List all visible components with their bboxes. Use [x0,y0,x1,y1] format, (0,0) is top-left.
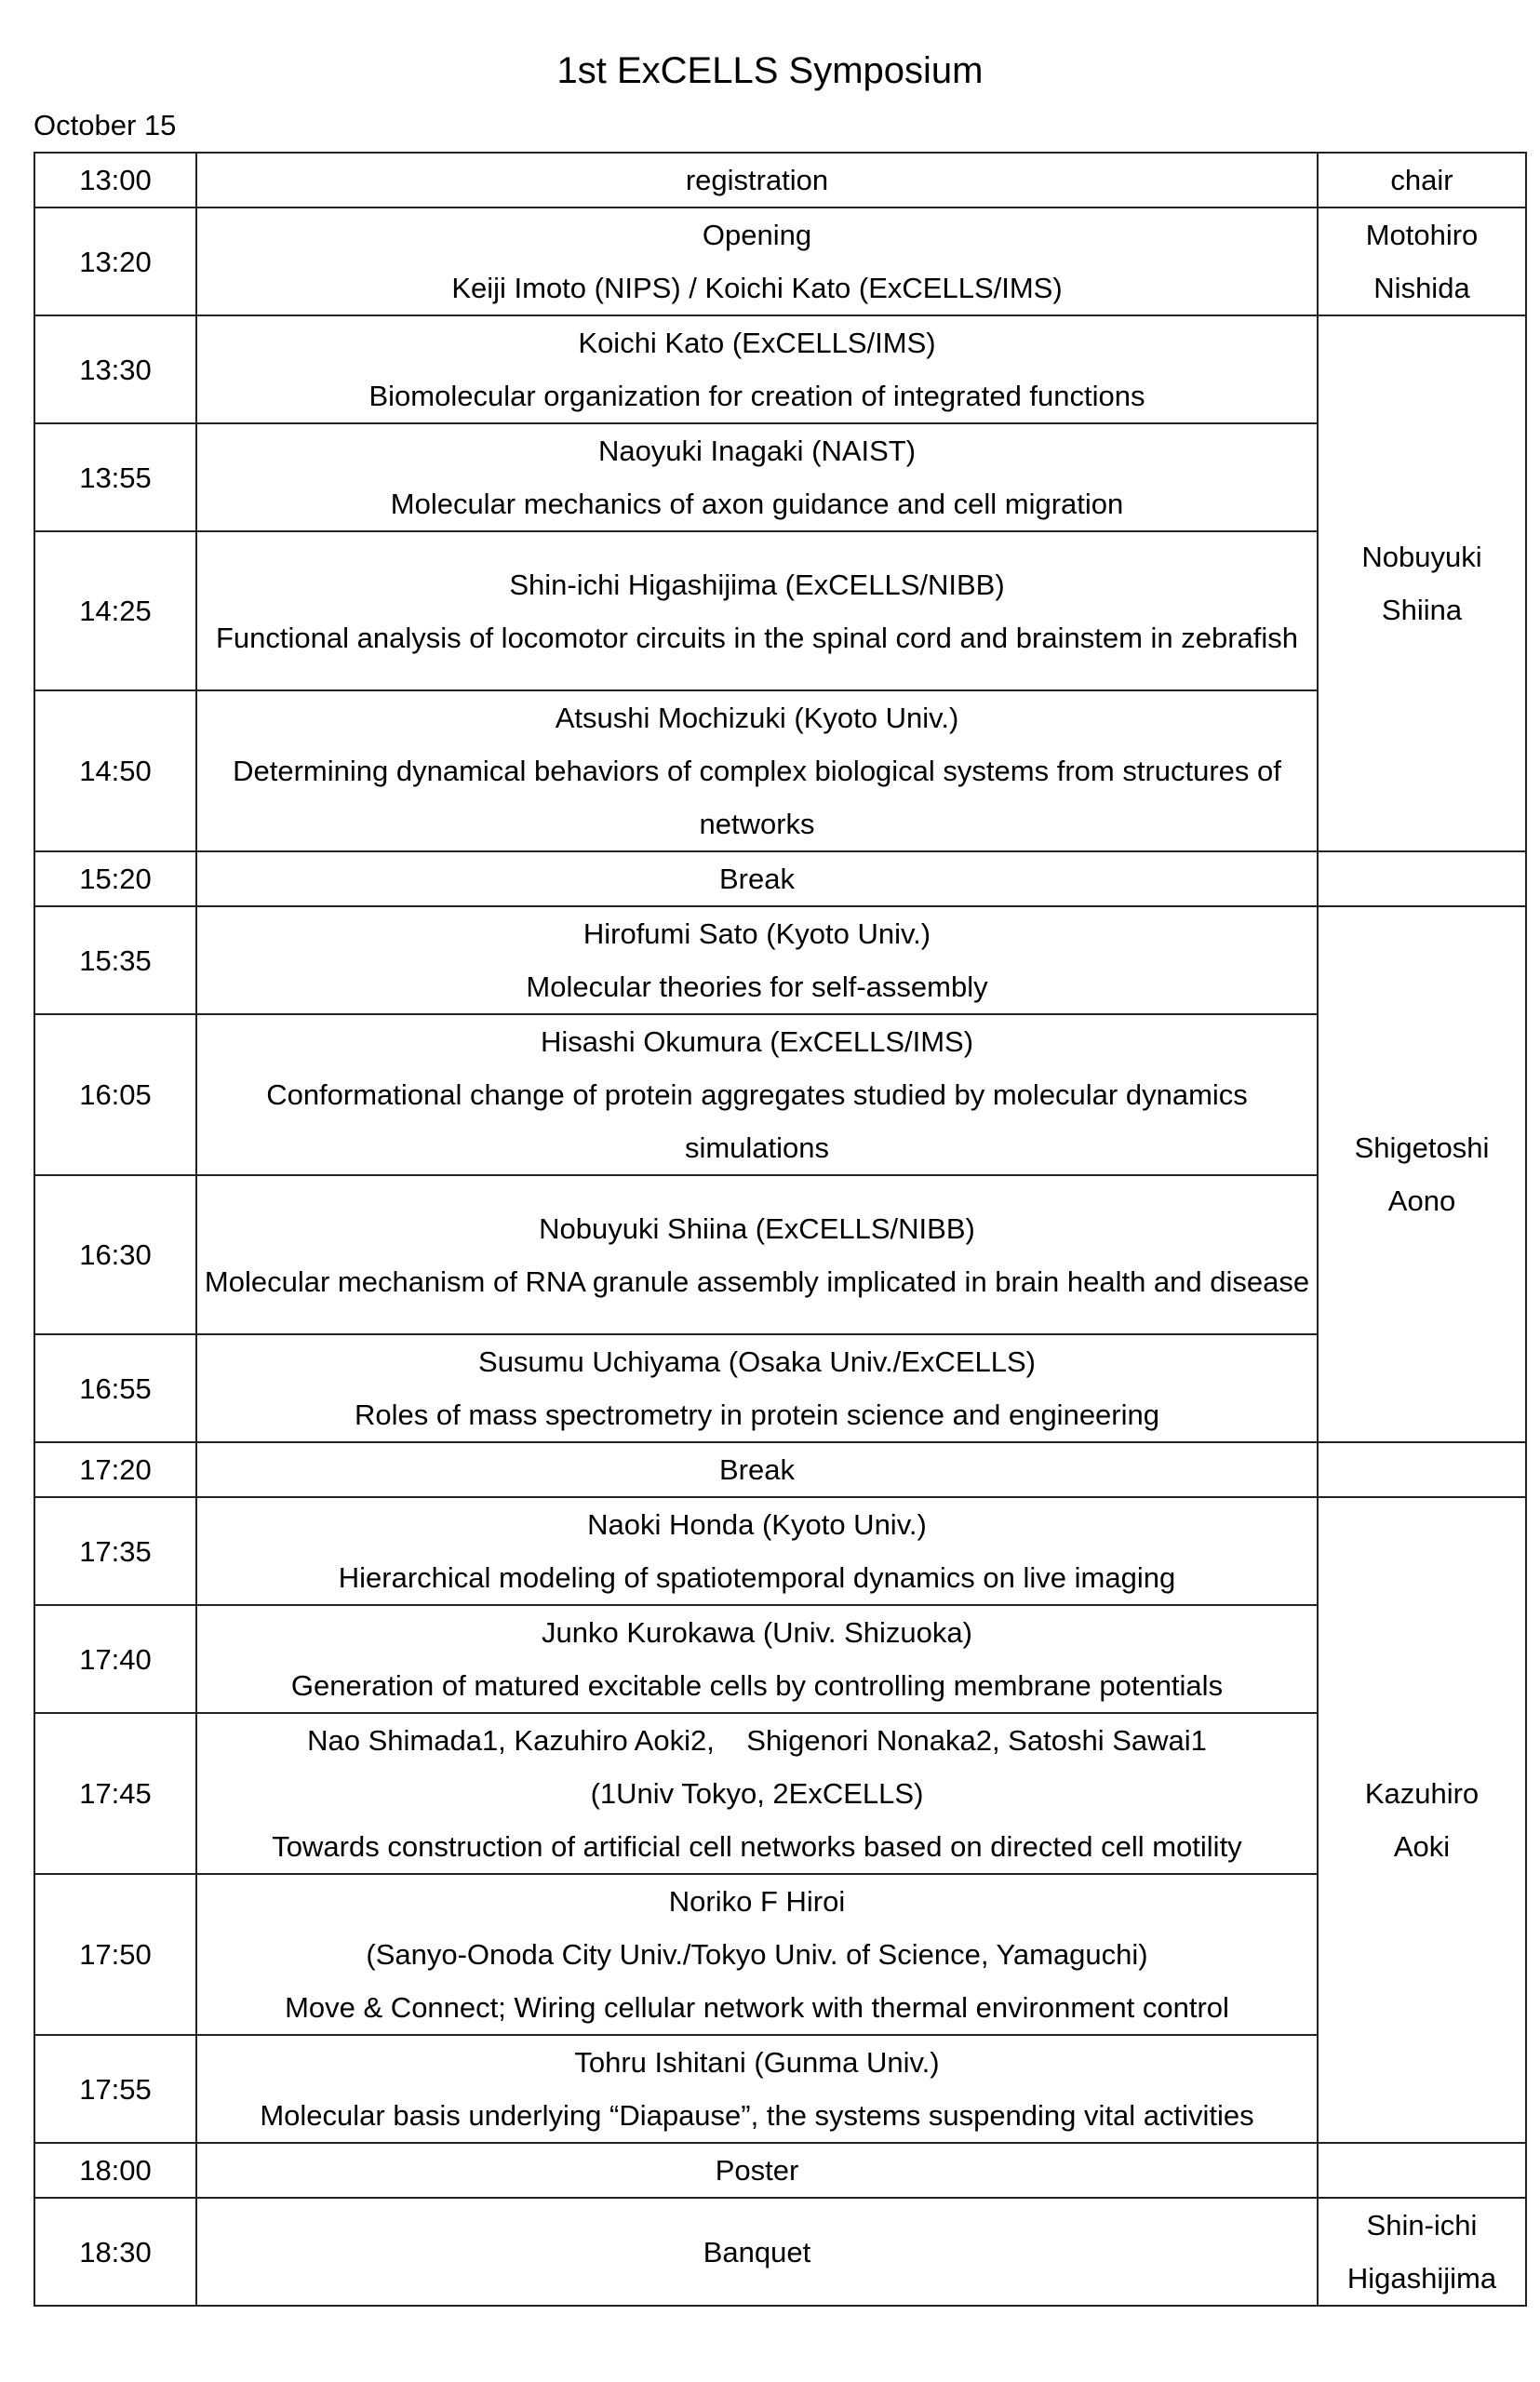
talk-cell [196,423,1318,531]
table-row [34,1334,1526,1442]
time-cell: 17:55 [34,2035,196,2143]
chair-name: Aoki [1393,1830,1451,1863]
time-cell: 14:25 [34,531,196,690]
break-cell: Break [196,1442,1318,1497]
time-cell: 16:55 [34,1334,196,1442]
time-cell: 13:55 [34,423,196,531]
chair-name: Motohiro [1365,219,1479,251]
speaker: Naoyuki Inagaki (NAIST) [597,435,917,467]
time-cell: 16:05 [34,1014,196,1175]
chair-cell [1318,906,1526,1442]
talk-cell [196,531,1318,690]
table-row [34,1874,1526,2035]
speaker: Noriko F Hiroi [668,1885,846,1918]
time-cell: 17:40 [34,1605,196,1713]
time-cell: 13:20 [34,207,196,315]
chair-cell [1318,1497,1526,2143]
table-row [34,906,1526,1014]
session-cell: registration [196,153,1318,207]
banquet-cell: Banquet [196,2198,1318,2306]
poster-cell: Poster [196,2143,1318,2198]
talk-cell [196,315,1318,423]
affiliation: (1Univ Tokyo, 2ExCELLS) [590,1777,924,1810]
table-row [34,1713,1526,1874]
chair-cell-empty [1318,851,1526,906]
table-row [34,1442,1526,1497]
talk-title: Towards construction of artificial cell networks based on directed cell motility [272,1830,1242,1863]
time-cell: 16:30 [34,1175,196,1334]
time-cell: 17:50 [34,1874,196,2035]
time-cell: 15:35 [34,906,196,1014]
time-cell: 14:50 [34,690,196,851]
talk-title: Generation of matured excitable cells by controlling membrane potentials [290,1669,1224,1702]
table-row [34,207,1526,315]
talk-cell [196,1175,1318,1334]
speaker: Nao Shimada1, Kazuhiro Aoki2, Shigenori Nonaka2, Satoshi Sawai1 [307,1724,1207,1757]
talk-cell [196,906,1318,1014]
time-cell: 17:35 [34,1497,196,1605]
talk-cell [196,1605,1318,1713]
chair-cell [1318,207,1526,315]
table-row [34,2035,1526,2143]
talk-title: Biomolecular organization for creation of integrated functions [368,380,1145,412]
time-cell: 17:45 [34,1713,196,1874]
table-row [34,423,1526,531]
session-cell [196,207,1318,315]
chair-name: Aono [1387,1184,1456,1217]
chair-cell-empty [1318,2143,1526,2198]
talk-title: Conformational change of protein aggregates studied by molecular dynamics simulations [266,1078,1248,1164]
chair-name: Shiina [1381,594,1463,626]
talk-cell [196,2035,1318,2143]
speaker: Tohru Ishitani (Gunma Univ.) [574,2046,940,2079]
speaker: Susumu Uchiyama (Osaka Univ./ExCELLS) [478,1345,1036,1378]
talk-title: Molecular theories for self-assembly [526,970,988,1003]
speaker: Koichi Kato (ExCELLS/IMS) [578,327,936,359]
chair-cell [1318,315,1526,851]
talk-cell [196,1334,1318,1442]
chair-name: Shin-ichi [1366,2209,1478,2241]
talk-cell [196,1874,1318,2035]
chair-cell-empty [1318,1442,1526,1497]
time-cell: 13:00 [34,153,196,207]
talk-cell [196,1014,1318,1175]
time-cell: 17:20 [34,1442,196,1497]
speaker: Junko Kurokawa (Univ. Shizuoka) [542,1616,972,1649]
session-speakers: Keiji Imoto (NIPS) / Koichi Kato (ExCELLS/IMS) [451,272,1063,304]
chair-name: Shigetoshi [1354,1131,1490,1164]
talk-cell [196,1713,1318,1874]
time-cell: 18:30 [34,2198,196,2306]
chair-name: Nishida [1373,272,1470,304]
table-row [34,1175,1526,1334]
chair-name: Nobuyuki [1361,541,1482,573]
table-row [34,315,1526,423]
table-row [34,1497,1526,1605]
talk-title: Move & Connect; Wiring cellular network with thermal environment control [285,1991,1229,2024]
speaker: Hirofumi Sato (Kyoto Univ.) [583,917,931,950]
table-row [34,1605,1526,1713]
talk-title: Roles of mass spectrometry in protein science and engineering [354,1398,1159,1431]
table-row [34,851,1526,906]
time-cell: 18:00 [34,2143,196,2198]
table-row [34,690,1526,851]
table-row [34,1014,1526,1175]
speaker: Nobuyuki Shiina (ExCELLS/NIBB) [539,1211,975,1245]
page-title: 1st ExCELLS Symposium [556,50,984,91]
speaker: Atsushi Mochizuki (Kyoto Univ.) [555,702,959,734]
table-row [34,2143,1526,2198]
speaker: Hisashi Okumura (ExCELLS/IMS) [540,1025,974,1058]
time-cell: 15:20 [34,851,196,906]
affiliation: (Sanyo-Onoda City Univ./Tokyo Univ. of Science, Yamaguchi) [366,1938,1148,1971]
talk-cell [196,1497,1318,1605]
talk-title: Molecular mechanism of RNA granule assembly implicated in brain health and disease [204,1265,1310,1298]
talk-title: Molecular basis underlying “Diapause”, the systems suspending vital activities [260,2099,1254,2132]
table-row [34,153,1526,207]
chair-cell [1318,2198,1526,2306]
session-title: Opening [702,219,812,251]
speaker: Shin-ichi Higashijima (ExCELLS/NIBB) [509,568,1005,601]
talk-title: Functional analysis of locomotor circuits in the spinal cord and brainstem in zebrafish [215,621,1299,654]
talk-title: Determining dynamical behaviors of complex biological systems from structures of networks [233,755,1281,840]
speaker: Naoki Honda (Kyoto Univ.) [587,1508,927,1541]
table-row [34,531,1526,690]
schedule-table [33,152,1527,2307]
chair-header: chair [1318,153,1526,207]
chair-name: Higashijima [1346,2262,1497,2295]
date-label: October 15 [33,109,177,141]
table-row [34,2198,1526,2306]
talk-title: Molecular mechanics of axon guidance and cell migration [390,488,1124,520]
break-cell: Break [196,851,1318,906]
talk-cell [196,690,1318,851]
time-cell: 13:30 [34,315,196,423]
chair-name: Kazuhiro [1364,1777,1480,1810]
talk-title: Hierarchical modeling of spatiotemporal dynamics on live imaging [338,1561,1176,1594]
